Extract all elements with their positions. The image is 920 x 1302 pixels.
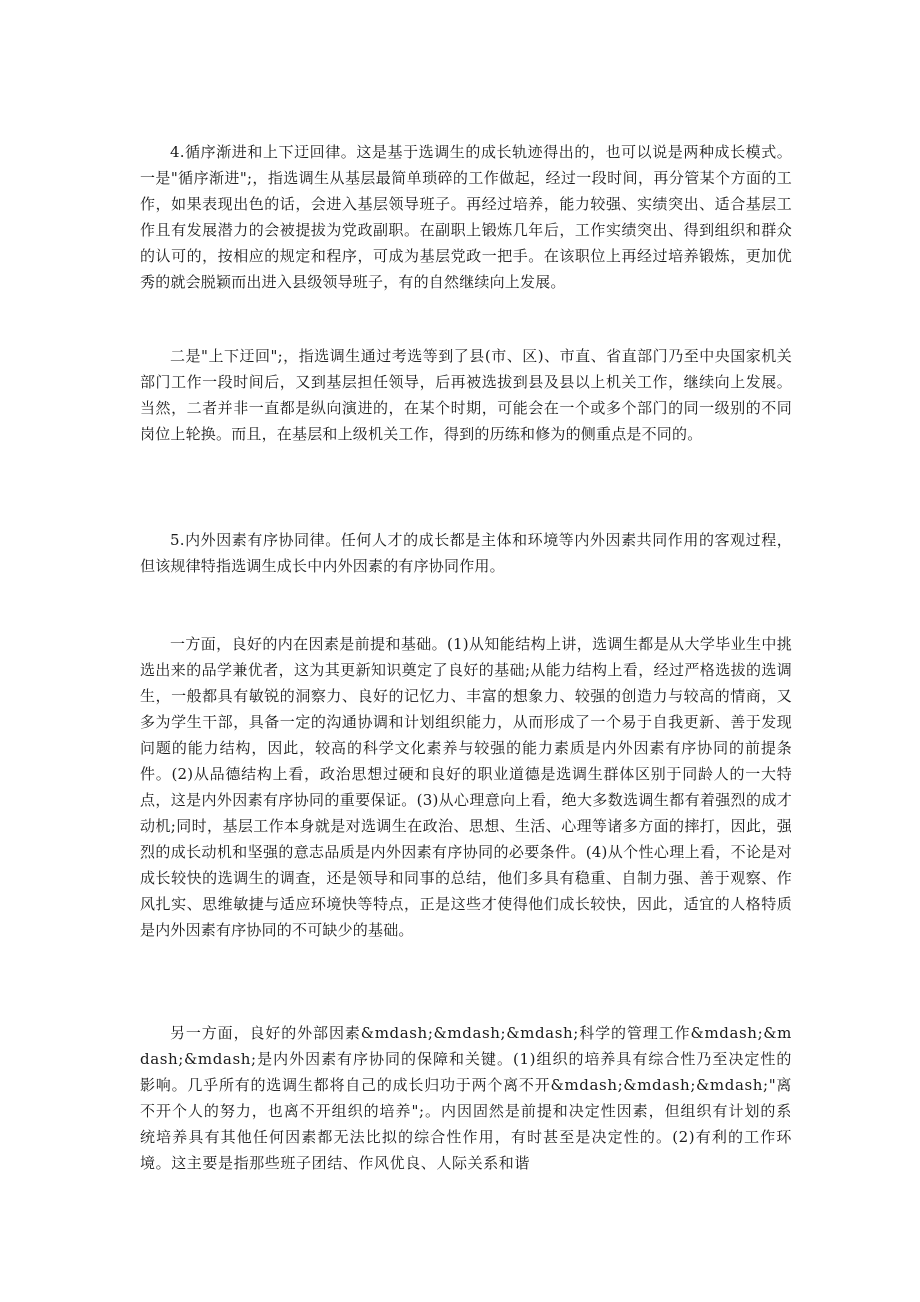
- paragraph-internal-external-coordination-law: 5.内外因素有序协同律。任何人才的成长都是主体和环境等内外因素共同作用的客观过程，但该规律特指选调生成长中内外因素的有序协同作用。: [140, 531, 792, 575]
- paragraph-external-factors: 另一方面，良好的外部因素&mdash;&mdash;&mdash;科学的管理工作&mdash;&mdash;&mdash;是内外因素有序协同的保障和关键。(1)组织的培养具有综合性乃至决定性的影响。几乎所有的选调生都将自己的成长归功于两个离不开&mdash;&mdash;&mdash;"离不开个人的努力，也离不开组织的培养";。内因固然是前提和决定性因素，但组织有计划的系统培养具有其他任何因素都无法比拟的综合性作用，有时甚至是决定性的。(2)有利的工作环境。这主要是指那些班子团结、作风优良、人际关系和谐: [140, 1024, 792, 1172]
- paragraph-internal-factors: 一方面，良好的内在因素是前提和基础。(1)从知能结构上讲，选调生都是从大学毕业生中挑选出来的品学兼优者，这为其更新知识奠定了良好的基础;从能力结构上看，经过严格选拔的选调生，一般都具有敏锐的洞察力、良好的记忆力、丰富的想象力、较强的创造力与较高的情商，又多为学生干部，具备一定的沟通协调和计划组织能力，从而形成了一个易于自我更新、善于发现问题的能力结构，因此，较高的科学文化素养与较强的能力素质是内外因素有序协同的前提条件。(2)从品德结构上看，政治思想过硬和良好的职业道德是选调生群体区别于同龄人的一大特点，这是内外因素有序协同的重要保证。(3)从心理意向上看，绝大多数选调生都有着强烈的成才动机;同时，基层工作本身就是对选调生在政治、思想、生活、心理等诸多方面的摔打，因此，强烈的成长动机和坚强的意志品质是内外因素有序协同的必要条件。(4)从个性心理上看，不论是对成长较快的选调生的调查，还是领导和同事的总结，他们多具有稳重、自制力强、善于观察、作风扎实、思维敏捷与适应环境快等特点，正是这些才使得他们成长较快，因此，适宜的人格特质是内外因素有序协同的不可缺少的基础。: [140, 635, 792, 939]
- paragraph-up-down-roundabout: 二是"上下迂回";，指选调生通过考选等到了县(市、区)、市直、省直部门乃至中央国家机关部门工作一段时间后，又到基层担任领导，后再被选拔到县及县以上机关工作，继续向上发展。当然，二者并非一直都是纵向演进的，在某个时期，可能会在一个或多个部门的同一级别的不同岗位上轮换。而且，在基层和上级机关工作，得到的历练和修为的侧重点是不同的。: [140, 347, 792, 443]
- paragraph-gradual-and-roundabout-law: 4.循序渐进和上下迂回律。这是基于选调生的成长轨迹得出的，也可以说是两种成长模式。一是"循序渐进";，指选调生从基层最简单琐碎的工作做起，经过一段时间，再分管某个方面的工作，如果表现出色的话，会进入基层领导班子。再经过培养，能力较强、实绩突出、适合基层工作且有发展潜力的会被提拔为党政副职。在副职上锻炼几年后，工作实绩突出、得到组织和群众的认可的，按相应的规定和程序，可成为基层党政一把手。在该职位上再经过培养锻炼，更加优秀的就会脱颖而出进入县级领导班子，有的自然继续向上发展。: [140, 143, 792, 291]
